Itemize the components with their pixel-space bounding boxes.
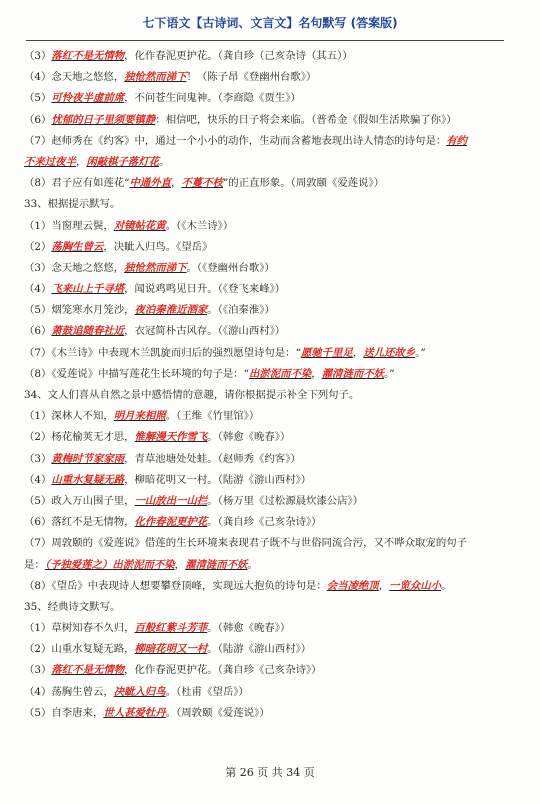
answer-text: 百般红紫斗芳菲	[134, 622, 208, 635]
answer-text: 落红不是无情物	[51, 50, 125, 62]
prompt-text: 。”	[415, 346, 426, 359]
text-line	[24, 470, 504, 491]
answer-text: 柳暗花明又一村	[134, 643, 208, 656]
prompt-text: ，化作春泥更护花。（龚自珍（己亥杂诗（其五））	[124, 50, 353, 62]
prompt-text: ，化作春泥更护花。（龚自珍《己亥杂诗》）	[124, 664, 322, 677]
text-line	[24, 343, 504, 364]
prompt-text: （4）	[24, 283, 52, 296]
prompt-text: 34、文人们喜从自然之景中感悟情的意趣，请你根据提示补全下列句子。	[24, 389, 360, 401]
answer-text: 飞来山上千寻塔	[51, 283, 125, 296]
text-line	[24, 300, 504, 321]
text-line	[24, 321, 504, 342]
prompt-text: ！（陈子昂《登幽州台歌》）	[186, 71, 317, 84]
prompt-text: 33、根据提示默写。	[24, 198, 121, 211]
prompt-text: ，不问苍生问鬼神。（李商隐《贾生》）	[124, 92, 301, 105]
answer-text: 濯清涟而不妖	[185, 558, 248, 571]
prompt-text: 。（《木兰诗》）	[165, 219, 234, 232]
prompt-text: ，	[171, 177, 182, 190]
prompt-text: （1）当窗理云鬓，	[24, 219, 114, 232]
answer-text: 黄梅时节家家雨	[51, 452, 125, 465]
text-line	[24, 449, 504, 470]
text-line	[24, 682, 504, 703]
prompt-text: （4）荡胸生曾云，	[24, 685, 114, 698]
prompt-text: （2）	[24, 240, 52, 253]
text-line	[24, 67, 504, 88]
text-line	[24, 660, 504, 681]
prompt-text: （4）	[24, 473, 52, 486]
prompt-text: （3）	[24, 452, 52, 465]
prompt-text: （2）山重水复疑无路，	[24, 643, 135, 656]
answer-text: 有约	[446, 134, 468, 147]
prompt-text: 。（杜甫《望岳》）	[165, 685, 249, 698]
prompt-text: 。（王维《竹里馆》）	[165, 410, 260, 423]
prompt-text: （8）《望岳》中表现诗人想要攀登顶峰，实现远大抱负的诗句是：	[24, 579, 327, 592]
prompt-text: 。（《泊秦淮》）	[207, 304, 275, 317]
prompt-text: （1）草树知春不久归，	[24, 622, 135, 635]
prompt-text: （5）	[24, 92, 52, 105]
text-line	[24, 703, 504, 724]
answer-text: 可怜夜半虚前席	[51, 92, 125, 105]
document-body	[24, 46, 504, 724]
answer-text: 闲敲棋子落灯花	[86, 155, 160, 168]
text-line	[24, 385, 504, 406]
answer-text: 落红不是无情物	[51, 664, 125, 677]
answer-text: 送儿还故乡	[363, 346, 416, 359]
header-divider	[26, 40, 504, 41]
prompt-text: （6）落红不是无情物，	[24, 516, 135, 529]
prompt-text: （3）念天地之悠悠，	[24, 261, 125, 274]
text-line	[24, 555, 504, 576]
prompt-text: ，	[174, 558, 186, 571]
prompt-text: ，	[75, 155, 87, 168]
page-number: 第 26 页 共 34 页	[225, 766, 315, 779]
prompt-text: 。”	[384, 367, 395, 380]
answer-text: 濯清涟而不妖	[321, 367, 385, 380]
prompt-text: ”的正直形象。（周敦颐《爱莲说》）	[222, 177, 385, 190]
prompt-text: ，决眦入归鸟。《望岳》	[103, 240, 213, 253]
text-line	[24, 279, 504, 300]
prompt-text: （2）杨花榆荚无才思，	[24, 431, 135, 444]
answer-text: （予独爱莲之）出淤泥而不染	[44, 558, 175, 571]
answer-text: 夜泊秦淮近酒家	[134, 304, 208, 317]
text-line	[24, 533, 504, 554]
answer-text: 化作春泥更护花	[134, 516, 208, 529]
text-line	[24, 237, 504, 258]
prompt-text: （8）君子应有如莲花“	[24, 177, 130, 190]
text-line	[24, 491, 504, 512]
text-line	[24, 512, 504, 533]
prompt-text: ，柳暗花明又一村。（陆游《游山西村》）	[124, 473, 312, 486]
prompt-text: 。（周敦颐《爱莲说》）	[165, 706, 270, 719]
prompt-text: （4）念天地之悠悠，	[24, 71, 125, 84]
prompt-text: ：相信吧，快乐的日子将会来临。（普希金《假如生活欺骗了你》）	[155, 113, 457, 126]
prompt-text: （1）深林人不知，	[24, 410, 114, 423]
answer-text: 明月来相照	[113, 410, 166, 423]
text-line	[24, 576, 504, 597]
prompt-text: 。	[159, 155, 170, 168]
prompt-text: （7）周敦颐的《爱莲说》借莲的生长环境来表现君子既不与世俗同流合污，又不哗众取宠的句子	[24, 537, 468, 550]
prompt-text: ，闻说鸡鸣见日升。（《登飞来峰》）	[124, 283, 286, 296]
prompt-text: （3）	[24, 664, 52, 677]
answer-text: 中通外直	[129, 177, 172, 190]
prompt-text: 。	[441, 579, 452, 592]
text-line	[24, 152, 504, 173]
answer-text: 愿驰千里足	[300, 346, 353, 359]
text-line	[24, 597, 504, 618]
text-line	[24, 258, 504, 279]
prompt-text: （5）政入万山围子里，	[24, 494, 135, 507]
prompt-text: ，	[311, 367, 322, 380]
prompt-text: ，	[352, 346, 364, 359]
prompt-text: ，青草池塘处处蛙。（赵师秀《约客》）	[124, 452, 301, 465]
page-header-title: 七下语文【古诗词、文言文】名句默写 (答案版)	[142, 16, 398, 30]
answer-text: 山重水复疑无路	[51, 473, 125, 486]
prompt-text: 。（杨万里《过松源晨炊漆公店》）	[207, 494, 364, 507]
text-line	[24, 427, 504, 448]
prompt-text: （7）赵师秀在《约客》中，通过一个小小的动作，生动而含蓄地表现出诗人情态的诗句是：	[24, 134, 447, 147]
text-line	[24, 364, 504, 385]
prompt-text: ，衣冠简朴古风存。（《游山西村》）	[124, 325, 286, 338]
prompt-text: ，	[378, 579, 390, 592]
prompt-text: （6）	[24, 113, 52, 126]
prompt-text: 是：	[24, 558, 45, 571]
prompt-text: 。（《登幽州台歌》）	[186, 261, 275, 274]
prompt-text: （3）	[24, 50, 52, 62]
answer-text: 出淤泥而不染	[248, 367, 312, 380]
prompt-text: 。	[247, 558, 258, 571]
text-line	[24, 194, 504, 215]
prompt-text: （6）	[24, 325, 52, 338]
text-line	[24, 131, 504, 152]
answer-text: 会当凌绝顶	[326, 579, 379, 592]
prompt-text: （8）《爱莲说》中描写莲花生长环境的句子是：“	[24, 367, 249, 380]
answer-text: 决眦入归鸟	[113, 685, 166, 698]
prompt-text: 。（韩愈《晚春》）	[207, 622, 291, 635]
answer-text: 一览众山小	[389, 579, 442, 592]
answer-text: 世人甚爱牡丹	[103, 706, 166, 719]
text-line	[24, 216, 504, 237]
prompt-text: （7）《木兰诗》中表现木兰凯旋而归后的强烈愿望诗句是：“	[24, 346, 301, 359]
text-line	[24, 639, 504, 660]
text-line	[24, 173, 504, 194]
answer-text: 一山放出一山拦	[134, 494, 208, 507]
answer-text: 对镜帖花黄	[113, 219, 166, 232]
text-line	[24, 406, 504, 427]
answer-text: 不来过夜半	[24, 155, 76, 168]
answer-text: 荡胸生曾云	[51, 240, 104, 253]
text-line	[24, 110, 504, 131]
prompt-text: 。（韩愈《晚春》）	[207, 431, 291, 444]
answer-text: 忧郁的日子里须要镇静	[51, 113, 156, 126]
text-line	[24, 88, 504, 109]
answer-text: 独怆然而涕下	[124, 71, 187, 84]
text-line	[24, 618, 504, 639]
answer-text: 不蔓不枝	[181, 177, 223, 190]
answer-text: 萧鼓追随春社近	[51, 325, 125, 338]
answer-text: 惟解漫天作雪飞	[134, 431, 208, 444]
prompt-text: 。（陆游《游山西村》）	[207, 643, 312, 656]
prompt-text: 35、经典诗文默写。	[24, 600, 121, 613]
prompt-text: （5）烟笼寒水月笼沙，	[24, 304, 135, 317]
prompt-text: （5）自李唐来，	[24, 706, 104, 719]
text-line	[24, 46, 504, 67]
prompt-text: 。（龚自珍《己亥杂诗》）	[207, 516, 322, 529]
answer-text: 独怆然而涕下	[124, 261, 187, 274]
